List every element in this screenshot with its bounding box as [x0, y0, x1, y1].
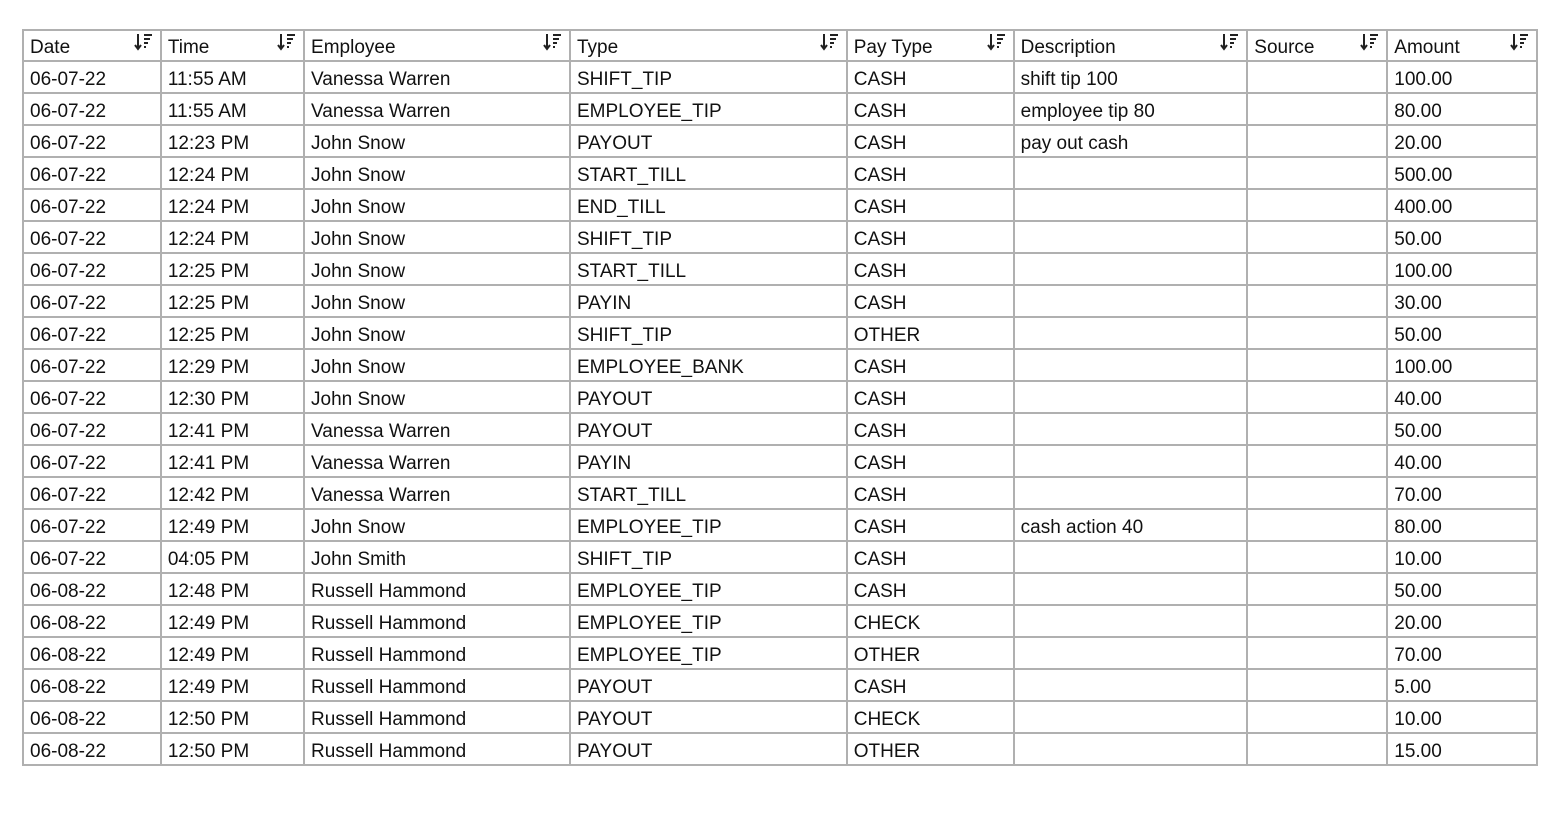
cell-employee: Vanessa Warren: [304, 93, 570, 125]
cell-source: [1247, 125, 1387, 157]
cell-time: 12:41 PM: [161, 413, 304, 445]
cell-source: [1247, 93, 1387, 125]
cell-amount: 20.00: [1387, 125, 1537, 157]
cell-time: 12:49 PM: [161, 669, 304, 701]
cell-pay-type: CASH: [847, 221, 1014, 253]
cell-pay-type: CASH: [847, 477, 1014, 509]
cell-description: [1014, 189, 1248, 221]
cell-date: 06-07-22: [23, 61, 161, 93]
cell-time: 12:30 PM: [161, 381, 304, 413]
cell-date: 06-07-22: [23, 509, 161, 541]
cell-employee: John Smith: [304, 541, 570, 573]
cell-pay-type: CHECK: [847, 701, 1014, 733]
cell-source: [1247, 733, 1387, 765]
cell-date: 06-07-22: [23, 93, 161, 125]
table-row[interactable]: [23, 189, 1537, 221]
cell-source: [1247, 701, 1387, 733]
cell-date: 06-07-22: [23, 189, 161, 221]
cell-amount: 400.00: [1387, 189, 1537, 221]
cell-amount: 50.00: [1387, 317, 1537, 349]
sort-descending-icon[interactable]: [134, 32, 154, 52]
cell-time: 12:50 PM: [161, 733, 304, 765]
cell-description: [1014, 733, 1248, 765]
transactions-table-container: [22, 29, 1538, 766]
cell-time: 12:24 PM: [161, 157, 304, 189]
cell-time: 04:05 PM: [161, 541, 304, 573]
sort-descending-icon[interactable]: [1220, 32, 1240, 52]
cell-time: 12:24 PM: [161, 221, 304, 253]
cell-employee: John Snow: [304, 189, 570, 221]
cell-amount: 20.00: [1387, 605, 1537, 637]
cell-amount: 80.00: [1387, 509, 1537, 541]
column-header-label: Pay Type: [853, 37, 933, 58]
cell-employee: Russell Hammond: [304, 733, 570, 765]
column-header-label: Employee: [311, 37, 396, 58]
cell-source: [1247, 637, 1387, 669]
cell-description: [1014, 157, 1248, 189]
cell-type: START_TILL: [570, 157, 847, 189]
cell-employee: Russell Hammond: [304, 605, 570, 637]
cell-date: 06-07-22: [23, 445, 161, 477]
cell-amount: 30.00: [1387, 285, 1537, 317]
cell-amount: 50.00: [1387, 573, 1537, 605]
cell-date: 06-08-22: [23, 573, 161, 605]
cell-date: 06-07-22: [23, 221, 161, 253]
cell-date: 06-07-22: [23, 125, 161, 157]
cell-date: 06-07-22: [23, 413, 161, 445]
column-header-date[interactable]: [23, 30, 161, 61]
column-header-label: Description: [1020, 37, 1116, 58]
cell-source: [1247, 317, 1387, 349]
cell-pay-type: CASH: [847, 669, 1014, 701]
cell-amount: 5.00: [1387, 669, 1537, 701]
cell-type: SHIFT_TIP: [570, 541, 847, 573]
cell-amount: 500.00: [1387, 157, 1537, 189]
cell-amount: 10.00: [1387, 541, 1537, 573]
cell-time: 12:23 PM: [161, 125, 304, 157]
cell-date: 06-07-22: [23, 381, 161, 413]
cell-amount: 100.00: [1387, 61, 1537, 93]
table-row[interactable]: [23, 445, 1537, 477]
column-header-description[interactable]: [1014, 30, 1248, 61]
cell-pay-type: CASH: [847, 573, 1014, 605]
cell-date: 06-07-22: [23, 477, 161, 509]
column-header-type[interactable]: [570, 30, 847, 61]
cell-source: [1247, 221, 1387, 253]
header-row: [23, 30, 1537, 61]
column-header-time[interactable]: [161, 30, 304, 61]
cell-type: PAYIN: [570, 285, 847, 317]
table-row[interactable]: [23, 605, 1537, 637]
cell-description: [1014, 669, 1248, 701]
cell-employee: John Snow: [304, 381, 570, 413]
cell-description: cash action 40: [1014, 509, 1248, 541]
cell-employee: John Snow: [304, 285, 570, 317]
column-header-label: Date: [30, 37, 71, 58]
cell-employee: John Snow: [304, 509, 570, 541]
column-header-employee[interactable]: [304, 30, 570, 61]
sort-descending-icon[interactable]: [277, 32, 297, 52]
cell-amount: 50.00: [1387, 413, 1537, 445]
cell-type: END_TILL: [570, 189, 847, 221]
cell-type: PAYOUT: [570, 733, 847, 765]
cell-source: [1247, 605, 1387, 637]
cell-employee: John Snow: [304, 317, 570, 349]
column-header-source[interactable]: [1247, 30, 1387, 61]
cell-pay-type: CASH: [847, 157, 1014, 189]
table-row[interactable]: [23, 381, 1537, 413]
cell-source: [1247, 61, 1387, 93]
cell-time: 12:49 PM: [161, 509, 304, 541]
cell-time: 12:49 PM: [161, 605, 304, 637]
table-row[interactable]: [23, 317, 1537, 349]
cell-type: SHIFT_TIP: [570, 221, 847, 253]
cell-date: 06-07-22: [23, 285, 161, 317]
cell-source: [1247, 573, 1387, 605]
table-row[interactable]: [23, 541, 1537, 573]
cell-date: 06-08-22: [23, 605, 161, 637]
cell-amount: 100.00: [1387, 253, 1537, 285]
cell-type: PAYOUT: [570, 701, 847, 733]
sort-descending-icon[interactable]: [987, 32, 1007, 52]
table-row[interactable]: [23, 157, 1537, 189]
cell-type: PAYOUT: [570, 669, 847, 701]
cell-date: 06-07-22: [23, 157, 161, 189]
cell-time: 12:48 PM: [161, 573, 304, 605]
cell-description: [1014, 221, 1248, 253]
cell-date: 06-08-22: [23, 701, 161, 733]
table-header: [23, 30, 1537, 61]
cell-type: SHIFT_TIP: [570, 61, 847, 93]
cell-source: [1247, 413, 1387, 445]
cell-date: 06-07-22: [23, 317, 161, 349]
cell-type: PAYIN: [570, 445, 847, 477]
cell-pay-type: CASH: [847, 541, 1014, 573]
cell-source: [1247, 349, 1387, 381]
cell-description: [1014, 253, 1248, 285]
cell-type: START_TILL: [570, 477, 847, 509]
sort-descending-icon[interactable]: [1510, 32, 1530, 52]
cell-description: [1014, 573, 1248, 605]
table-row[interactable]: [23, 477, 1537, 509]
cell-employee: Vanessa Warren: [304, 445, 570, 477]
cell-time: 11:55 AM: [161, 93, 304, 125]
cell-amount: 100.00: [1387, 349, 1537, 381]
cell-description: [1014, 541, 1248, 573]
cell-description: pay out cash: [1014, 125, 1248, 157]
cell-date: 06-07-22: [23, 253, 161, 285]
table-body: [23, 61, 1537, 765]
cell-source: [1247, 669, 1387, 701]
cell-time: 11:55 AM: [161, 61, 304, 93]
cell-source: [1247, 253, 1387, 285]
cell-pay-type: CASH: [847, 349, 1014, 381]
cell-time: 12:25 PM: [161, 285, 304, 317]
sort-descending-icon[interactable]: [820, 32, 840, 52]
cell-description: [1014, 381, 1248, 413]
cell-pay-type: CASH: [847, 509, 1014, 541]
column-header-pay-type[interactable]: [847, 30, 1014, 61]
cell-amount: 40.00: [1387, 381, 1537, 413]
cell-type: EMPLOYEE_TIP: [570, 637, 847, 669]
cell-source: [1247, 477, 1387, 509]
cell-time: 12:41 PM: [161, 445, 304, 477]
table-row[interactable]: [23, 61, 1537, 93]
sort-descending-icon[interactable]: [543, 32, 563, 52]
cell-employee: Russell Hammond: [304, 669, 570, 701]
cell-type: EMPLOYEE_TIP: [570, 605, 847, 637]
cell-date: 06-08-22: [23, 669, 161, 701]
column-header-label: Amount: [1394, 37, 1460, 58]
cell-pay-type: OTHER: [847, 637, 1014, 669]
cell-pay-type: CHECK: [847, 605, 1014, 637]
cell-description: [1014, 349, 1248, 381]
cell-type: EMPLOYEE_TIP: [570, 573, 847, 605]
cell-amount: 70.00: [1387, 637, 1537, 669]
cell-description: [1014, 413, 1248, 445]
cell-pay-type: CASH: [847, 413, 1014, 445]
cell-employee: John Snow: [304, 221, 570, 253]
column-header-label: Source: [1254, 37, 1315, 58]
table-row[interactable]: [23, 285, 1537, 317]
sort-descending-icon[interactable]: [1360, 32, 1380, 52]
cell-employee: Vanessa Warren: [304, 61, 570, 93]
table-row[interactable]: [23, 349, 1537, 381]
cell-type: EMPLOYEE_TIP: [570, 93, 847, 125]
cell-employee: Russell Hammond: [304, 637, 570, 669]
table-row[interactable]: [23, 701, 1537, 733]
cell-employee: John Snow: [304, 125, 570, 157]
cell-description: employee tip 80: [1014, 93, 1248, 125]
cell-pay-type: CASH: [847, 125, 1014, 157]
cell-pay-type: OTHER: [847, 733, 1014, 765]
cell-amount: 80.00: [1387, 93, 1537, 125]
cell-type: PAYOUT: [570, 125, 847, 157]
cell-pay-type: CASH: [847, 253, 1014, 285]
cell-pay-type: CASH: [847, 189, 1014, 221]
cell-pay-type: CASH: [847, 61, 1014, 93]
cell-employee: Vanessa Warren: [304, 413, 570, 445]
cell-pay-type: CASH: [847, 285, 1014, 317]
cell-pay-type: OTHER: [847, 317, 1014, 349]
cell-employee: Vanessa Warren: [304, 477, 570, 509]
cell-amount: 15.00: [1387, 733, 1537, 765]
cell-source: [1247, 157, 1387, 189]
cell-amount: 70.00: [1387, 477, 1537, 509]
table-row[interactable]: [23, 509, 1537, 541]
cell-pay-type: CASH: [847, 93, 1014, 125]
cell-source: [1247, 541, 1387, 573]
cell-description: [1014, 317, 1248, 349]
cell-type: PAYOUT: [570, 413, 847, 445]
cell-time: 12:24 PM: [161, 189, 304, 221]
table-row[interactable]: [23, 733, 1537, 765]
cell-type: EMPLOYEE_TIP: [570, 509, 847, 541]
table-row[interactable]: [23, 573, 1537, 605]
cell-date: 06-08-22: [23, 733, 161, 765]
cell-time: 12:49 PM: [161, 637, 304, 669]
cell-employee: John Snow: [304, 349, 570, 381]
cell-amount: 10.00: [1387, 701, 1537, 733]
cell-pay-type: CASH: [847, 381, 1014, 413]
cell-type: PAYOUT: [570, 381, 847, 413]
cell-employee: John Snow: [304, 253, 570, 285]
cell-source: [1247, 445, 1387, 477]
cell-date: 06-08-22: [23, 637, 161, 669]
cell-type: EMPLOYEE_BANK: [570, 349, 847, 381]
cell-description: [1014, 477, 1248, 509]
table-row[interactable]: [23, 637, 1537, 669]
cell-source: [1247, 509, 1387, 541]
cell-time: 12:50 PM: [161, 701, 304, 733]
cell-description: [1014, 637, 1248, 669]
cell-type: SHIFT_TIP: [570, 317, 847, 349]
cell-time: 12:29 PM: [161, 349, 304, 381]
table-row[interactable]: [23, 413, 1537, 445]
table-row[interactable]: [23, 125, 1537, 157]
cell-employee: John Snow: [304, 157, 570, 189]
cell-source: [1247, 285, 1387, 317]
cell-type: START_TILL: [570, 253, 847, 285]
cell-date: 06-07-22: [23, 349, 161, 381]
cell-description: [1014, 445, 1248, 477]
cell-description: [1014, 605, 1248, 637]
cell-time: 12:42 PM: [161, 477, 304, 509]
cell-pay-type: CASH: [847, 445, 1014, 477]
cell-description: [1014, 701, 1248, 733]
cell-employee: Russell Hammond: [304, 573, 570, 605]
cell-employee: Russell Hammond: [304, 701, 570, 733]
table-row[interactable]: [23, 221, 1537, 253]
transactions-table: [22, 29, 1538, 766]
cell-time: 12:25 PM: [161, 317, 304, 349]
table-row[interactable]: [23, 253, 1537, 285]
table-row[interactable]: [23, 669, 1537, 701]
cell-source: [1247, 189, 1387, 221]
cell-description: shift tip 100: [1014, 61, 1248, 93]
table-row[interactable]: [23, 93, 1537, 125]
cell-time: 12:25 PM: [161, 253, 304, 285]
cell-amount: 40.00: [1387, 445, 1537, 477]
cell-date: 06-07-22: [23, 541, 161, 573]
cell-source: [1247, 381, 1387, 413]
cell-description: [1014, 285, 1248, 317]
cell-amount: 50.00: [1387, 221, 1537, 253]
column-header-label: Time: [167, 37, 210, 58]
column-header-label: Type: [577, 37, 619, 58]
column-header-amount[interactable]: [1387, 30, 1537, 61]
